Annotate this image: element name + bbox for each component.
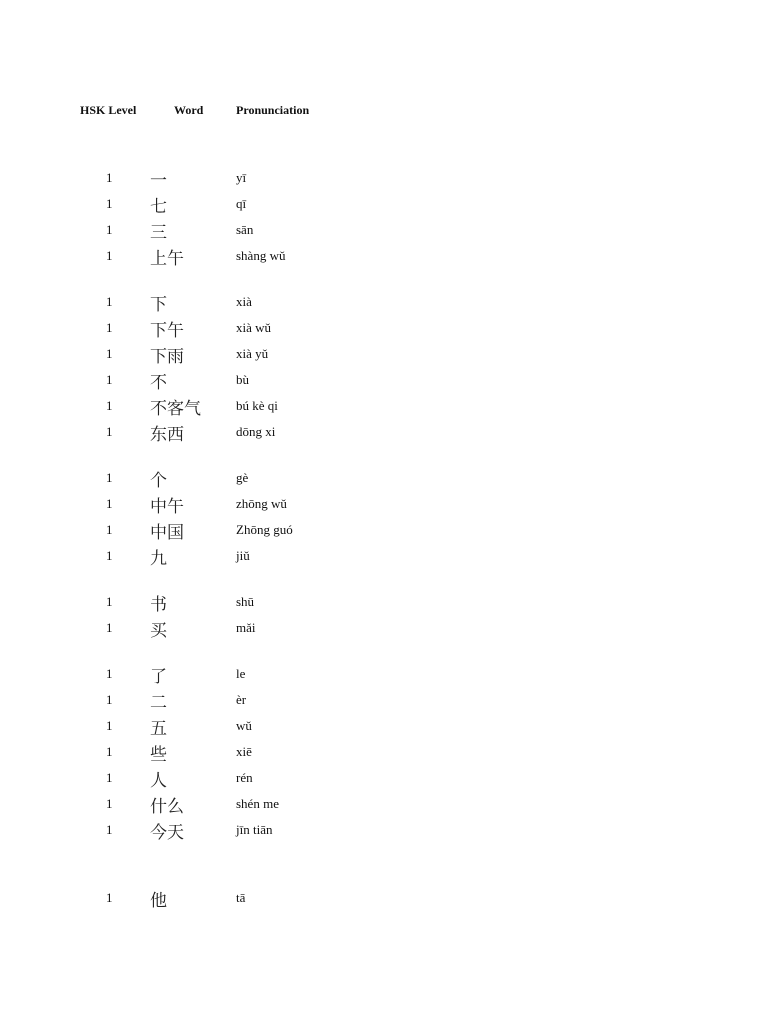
row-pronunciation: sān <box>236 222 254 237</box>
row-hsk-level: 1 <box>106 398 113 413</box>
row-hsk-level: 1 <box>106 372 113 387</box>
row-pronunciation: jiǔ <box>236 548 250 563</box>
table-row <box>0 590 768 614</box>
table-row <box>0 886 768 910</box>
row-word: 下雨 <box>150 347 184 367</box>
row-word: 下 <box>150 295 167 315</box>
table-row <box>0 192 768 216</box>
table-row <box>0 466 768 490</box>
row-hsk-level: 1 <box>106 718 113 733</box>
row-word: 二 <box>150 693 167 713</box>
row-word: 不 <box>150 373 167 393</box>
row-word: 五 <box>150 719 167 739</box>
row-hsk-level: 1 <box>106 744 113 759</box>
row-hsk-level: 1 <box>106 196 113 211</box>
row-word: 了 <box>150 667 167 687</box>
row-pronunciation: èr <box>236 692 247 707</box>
table-row <box>0 688 768 712</box>
row-pronunciation: xià wǔ <box>236 320 272 335</box>
row-pronunciation: shàng wǔ <box>236 248 286 263</box>
header-hsk-level: HSK Level <box>80 103 137 117</box>
row-hsk-level: 1 <box>106 222 113 237</box>
row-word: 他 <box>150 891 167 911</box>
row-hsk-level: 1 <box>106 346 113 361</box>
row-word: 人 <box>150 771 167 791</box>
table-row <box>0 714 768 738</box>
row-hsk-level: 1 <box>106 594 113 609</box>
table-row <box>0 420 768 444</box>
row-hsk-level: 1 <box>106 796 113 811</box>
row-word: 今天 <box>150 823 184 843</box>
row-pronunciation: dōng xi <box>236 424 276 439</box>
row-pronunciation: shén me <box>236 796 279 811</box>
row-word: 买 <box>150 621 167 641</box>
table-row <box>0 342 768 366</box>
table-row <box>0 218 768 242</box>
row-pronunciation: shū <box>236 594 255 609</box>
row-hsk-level: 1 <box>106 692 113 707</box>
row-word: 七 <box>150 197 167 217</box>
row-hsk-level: 1 <box>106 822 113 837</box>
row-hsk-level: 1 <box>106 424 113 439</box>
row-word: 三 <box>150 223 167 243</box>
row-hsk-level: 1 <box>106 320 113 335</box>
row-word: 个 <box>150 471 167 491</box>
row-hsk-level: 1 <box>106 770 113 785</box>
table-row <box>0 766 768 790</box>
row-hsk-level: 1 <box>106 496 113 511</box>
table-row <box>0 818 768 842</box>
row-pronunciation: le <box>236 666 246 681</box>
table-header <box>0 103 768 121</box>
row-pronunciation: xià yǔ <box>236 346 269 361</box>
table-row <box>0 740 768 764</box>
row-pronunciation: jīn tiān <box>236 822 273 837</box>
header-word: Word <box>174 103 204 117</box>
row-hsk-level: 1 <box>106 248 113 263</box>
row-hsk-level: 1 <box>106 666 113 681</box>
table-row <box>0 394 768 418</box>
row-word: 东西 <box>150 425 184 445</box>
row-word: 下午 <box>150 321 184 341</box>
row-hsk-level: 1 <box>106 548 113 563</box>
row-hsk-level: 1 <box>106 470 113 485</box>
row-hsk-level: 1 <box>106 620 113 635</box>
row-hsk-level: 1 <box>106 890 113 905</box>
table-row <box>0 244 768 268</box>
table-row <box>0 662 768 686</box>
row-word: 中国 <box>150 523 184 543</box>
row-word: 些 <box>150 745 167 765</box>
table-row <box>0 492 768 516</box>
row-hsk-level: 1 <box>106 170 113 185</box>
row-pronunciation: yī <box>236 170 247 185</box>
row-pronunciation: xià <box>236 294 252 309</box>
table-row <box>0 792 768 816</box>
row-pronunciation: zhōng wǔ <box>236 496 287 511</box>
row-hsk-level: 1 <box>106 294 113 309</box>
row-word: 不客气 <box>150 399 201 419</box>
row-hsk-level: 1 <box>106 522 113 537</box>
table-row <box>0 368 768 392</box>
header-pronunciation: Pronunciation <box>236 103 310 117</box>
table-row <box>0 166 768 190</box>
row-word: 什么 <box>150 797 184 817</box>
table-row <box>0 544 768 568</box>
row-word: 书 <box>150 595 167 615</box>
row-pronunciation: mǎi <box>236 620 256 635</box>
table-row <box>0 518 768 542</box>
row-pronunciation: gè <box>236 470 249 485</box>
table-row <box>0 290 768 314</box>
row-word: 中午 <box>150 497 184 517</box>
table-row <box>0 616 768 640</box>
row-pronunciation: bú kè qi <box>236 398 278 413</box>
row-pronunciation: rén <box>236 770 253 785</box>
row-pronunciation: wǔ <box>236 718 252 733</box>
row-pronunciation: Zhōng guó <box>236 522 293 537</box>
row-pronunciation: tā <box>236 890 246 905</box>
table-row <box>0 316 768 340</box>
row-pronunciation: bù <box>236 372 249 387</box>
row-pronunciation: qī <box>236 196 247 211</box>
row-word: 九 <box>150 549 167 569</box>
row-pronunciation: xiē <box>236 744 252 759</box>
row-word: 一 <box>150 171 167 191</box>
row-word: 上午 <box>150 249 184 269</box>
